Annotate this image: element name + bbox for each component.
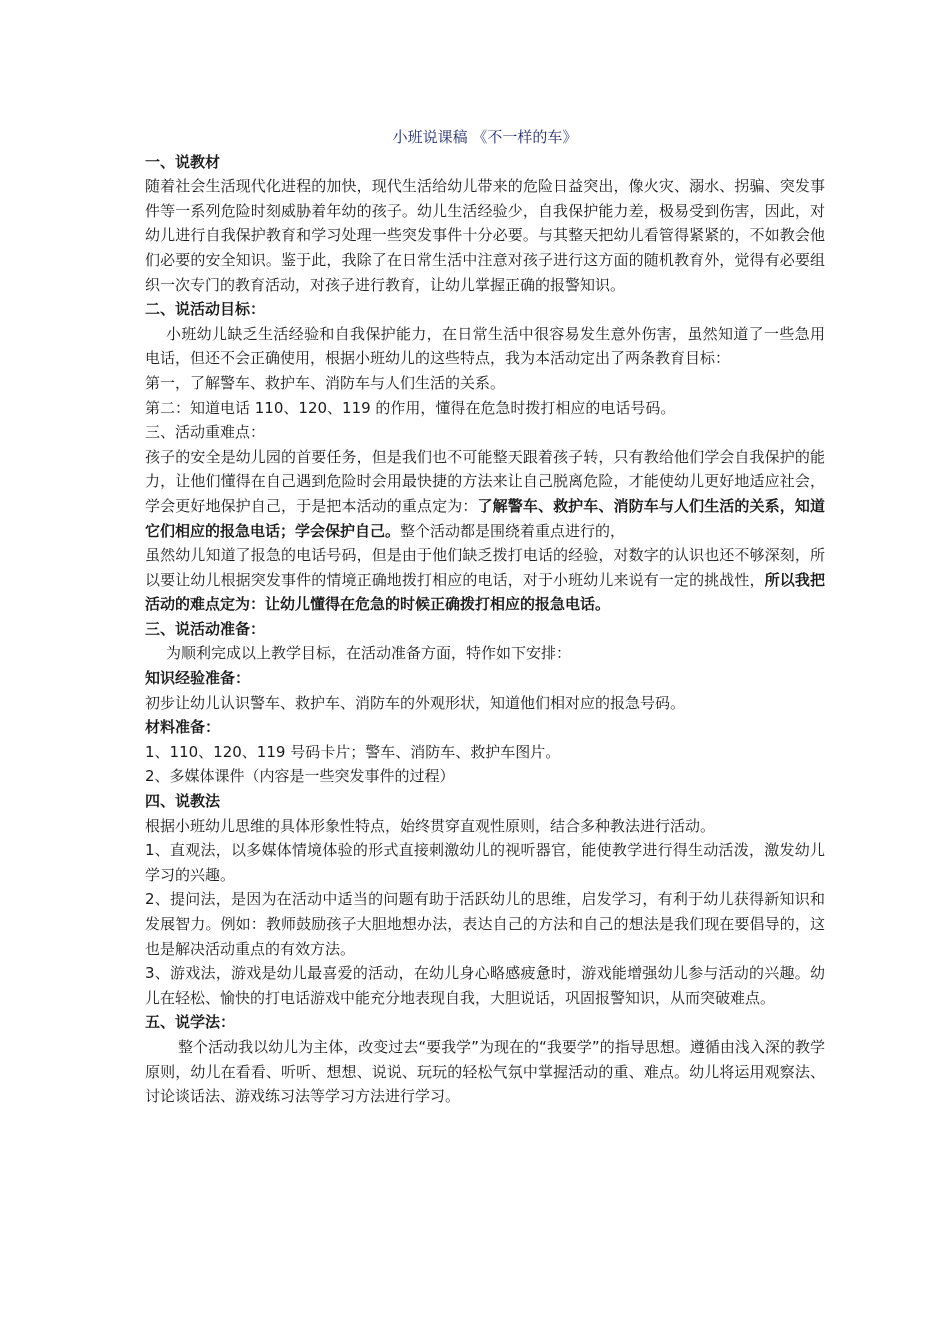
key-point-text: 孩子的安全是幼儿园的首要任务，但是我们也不可能整天跟着孩子转，只有教给他们学会自我保护的能力，让他们懂得在自己遇到危险时会用最快捷的方法来让自己脱离危险，才能使幼儿更好地适应社会，学会更好地保护自己，于是把本活动的重点定为： bbox=[145, 447, 825, 515]
paragraph-difficulty bbox=[145, 543, 825, 617]
teaching-method-3: 3、游戏法，游戏是幼儿最喜爱的活动，在幼儿身心略感疲惫时，游戏能增强幼儿参与活动的兴趣。幼儿在轻松、愉快的打电话游戏中能充分地表现自我，大胆说话，巩固报警知识，从而突破难点。 bbox=[145, 964, 825, 1007]
section-heading-goals: 二、说活动目标： bbox=[145, 300, 266, 319]
teaching-method-2: 2、提问法，是因为在活动中适当的问题有助于活跃幼儿的思维，启发学习，有利于幼儿获得新知识和发展智力。例如：教师鼓励孩子大胆地想办法，表达自己的方法和自己的想法是我们现在要倡导的，这也是解决活动重点的有效方法。 bbox=[145, 890, 825, 958]
teaching-method-1: 1、直观法，以多媒体情境体验的形式直接刺激幼儿的视听器官，能使教学进行得生动活泼，激发幼儿学习的兴趣。 bbox=[145, 841, 825, 884]
key-point-end: 整个活动都是围绕着重点进行的， bbox=[400, 521, 626, 540]
document-body bbox=[145, 125, 825, 1109]
paragraph-learning-methods: 整个活动我以幼儿为主体，改变过去“要我学”为现在的“我要学”的指导思想。遵循由浅入深的教学原则，幼儿在看看、听听、想想、说说、玩玩的轻松气氛中掌握活动的重、难点。幼儿将运用观察法、讨论谈话法、游戏练习法等学习方法进行学习。 bbox=[145, 1037, 825, 1106]
preparation-intro: 为顺利完成以上教学目标，在活动准备方面，特作如下安排： bbox=[166, 644, 572, 663]
paragraph-textbook: 随着社会生活现代化进程的加快，现代生活给幼儿带来的危险日益突出，像火灾、溺水、拐骗、突发事件等一系列危险时刻威胁着年幼的孩子。幼儿生活经验少，自我保护能力差，极易受到伤害，因此，对幼儿进行自我保护教育和学习处理一些突发事件十分必要。与其整天把幼儿看管得紧紧的，不如教会他们必要的安全知识。鉴于此，我除了在日常生活中注意对孩子进行这方面的随机教育外，觉得有必要组织一次专门的教育活动，对孩子进行教育，让幼儿掌握正确的报警知识。 bbox=[145, 177, 825, 294]
material-item-2: 2、多媒体课件（内容是一些突发事件的过程） bbox=[145, 767, 455, 786]
section-heading-textbook: 一、说教材 bbox=[145, 152, 221, 171]
teaching-methods-intro: 根据小班幼儿思维的具体形象性特点，始终贯穿直观性原则，结合多种教法进行活动。 bbox=[145, 816, 716, 835]
section-heading-key-points: 三、活动重难点： bbox=[145, 423, 266, 442]
paragraph-goals-intro: 小班幼儿缺乏生活经验和自我保护能力，在日常生活中很容易发生意外伤害，虽然知道了一些急用电话，但还不会正确使用，根据小班幼儿的这些特点，我为本活动定出了两条教育目标： bbox=[145, 324, 825, 368]
section-heading-teaching-methods: 四、说教法 bbox=[145, 792, 221, 811]
goal-item-1: 第一，了解警车、救护车、消防车与人们生活的关系。 bbox=[145, 373, 506, 392]
section-heading-learning-methods: 五、说学法： bbox=[145, 1013, 236, 1032]
document-title: 小班说课稿 《不一样的车》 bbox=[392, 128, 578, 146]
goal-item-2: 第二：知道电话 110、120、119 的作用，懂得在危急时拨打相应的电话号码。 bbox=[145, 398, 676, 417]
knowledge-prep-heading: 知识经验准备： bbox=[145, 669, 251, 688]
paragraph-key-point bbox=[145, 445, 825, 543]
difficulty-text: 虽然幼儿知道了报急的电话号码，但是由于他们缺乏拨打电话的经验，对数字的认识也还不够深刻，所以要让幼儿根据突发事件的情境正确地拨打相应的电话，对于小班幼儿来说有一定的挑战性， bbox=[145, 546, 825, 589]
knowledge-prep-text: 初步让幼儿认识警车、救护车、消防车的外观形状，知道他们相对应的报急号码。 bbox=[145, 693, 686, 712]
key-point-bold: 了解警车、救护车、消防车与人们生活的关系，知道它们相应的报急电话；学会保护自己。 bbox=[145, 496, 825, 540]
section-heading-preparation: 三、说活动准备： bbox=[145, 619, 266, 638]
difficulty-bold: 所以我把活动的难点定为：让幼儿懂得在危急的时候正确拨打相应的报急电话。 bbox=[145, 570, 825, 614]
material-item-1: 1、110、120、119 号码卡片；警车、消防车、救护车图片。 bbox=[145, 742, 561, 761]
material-prep-heading: 材料准备： bbox=[145, 718, 221, 737]
